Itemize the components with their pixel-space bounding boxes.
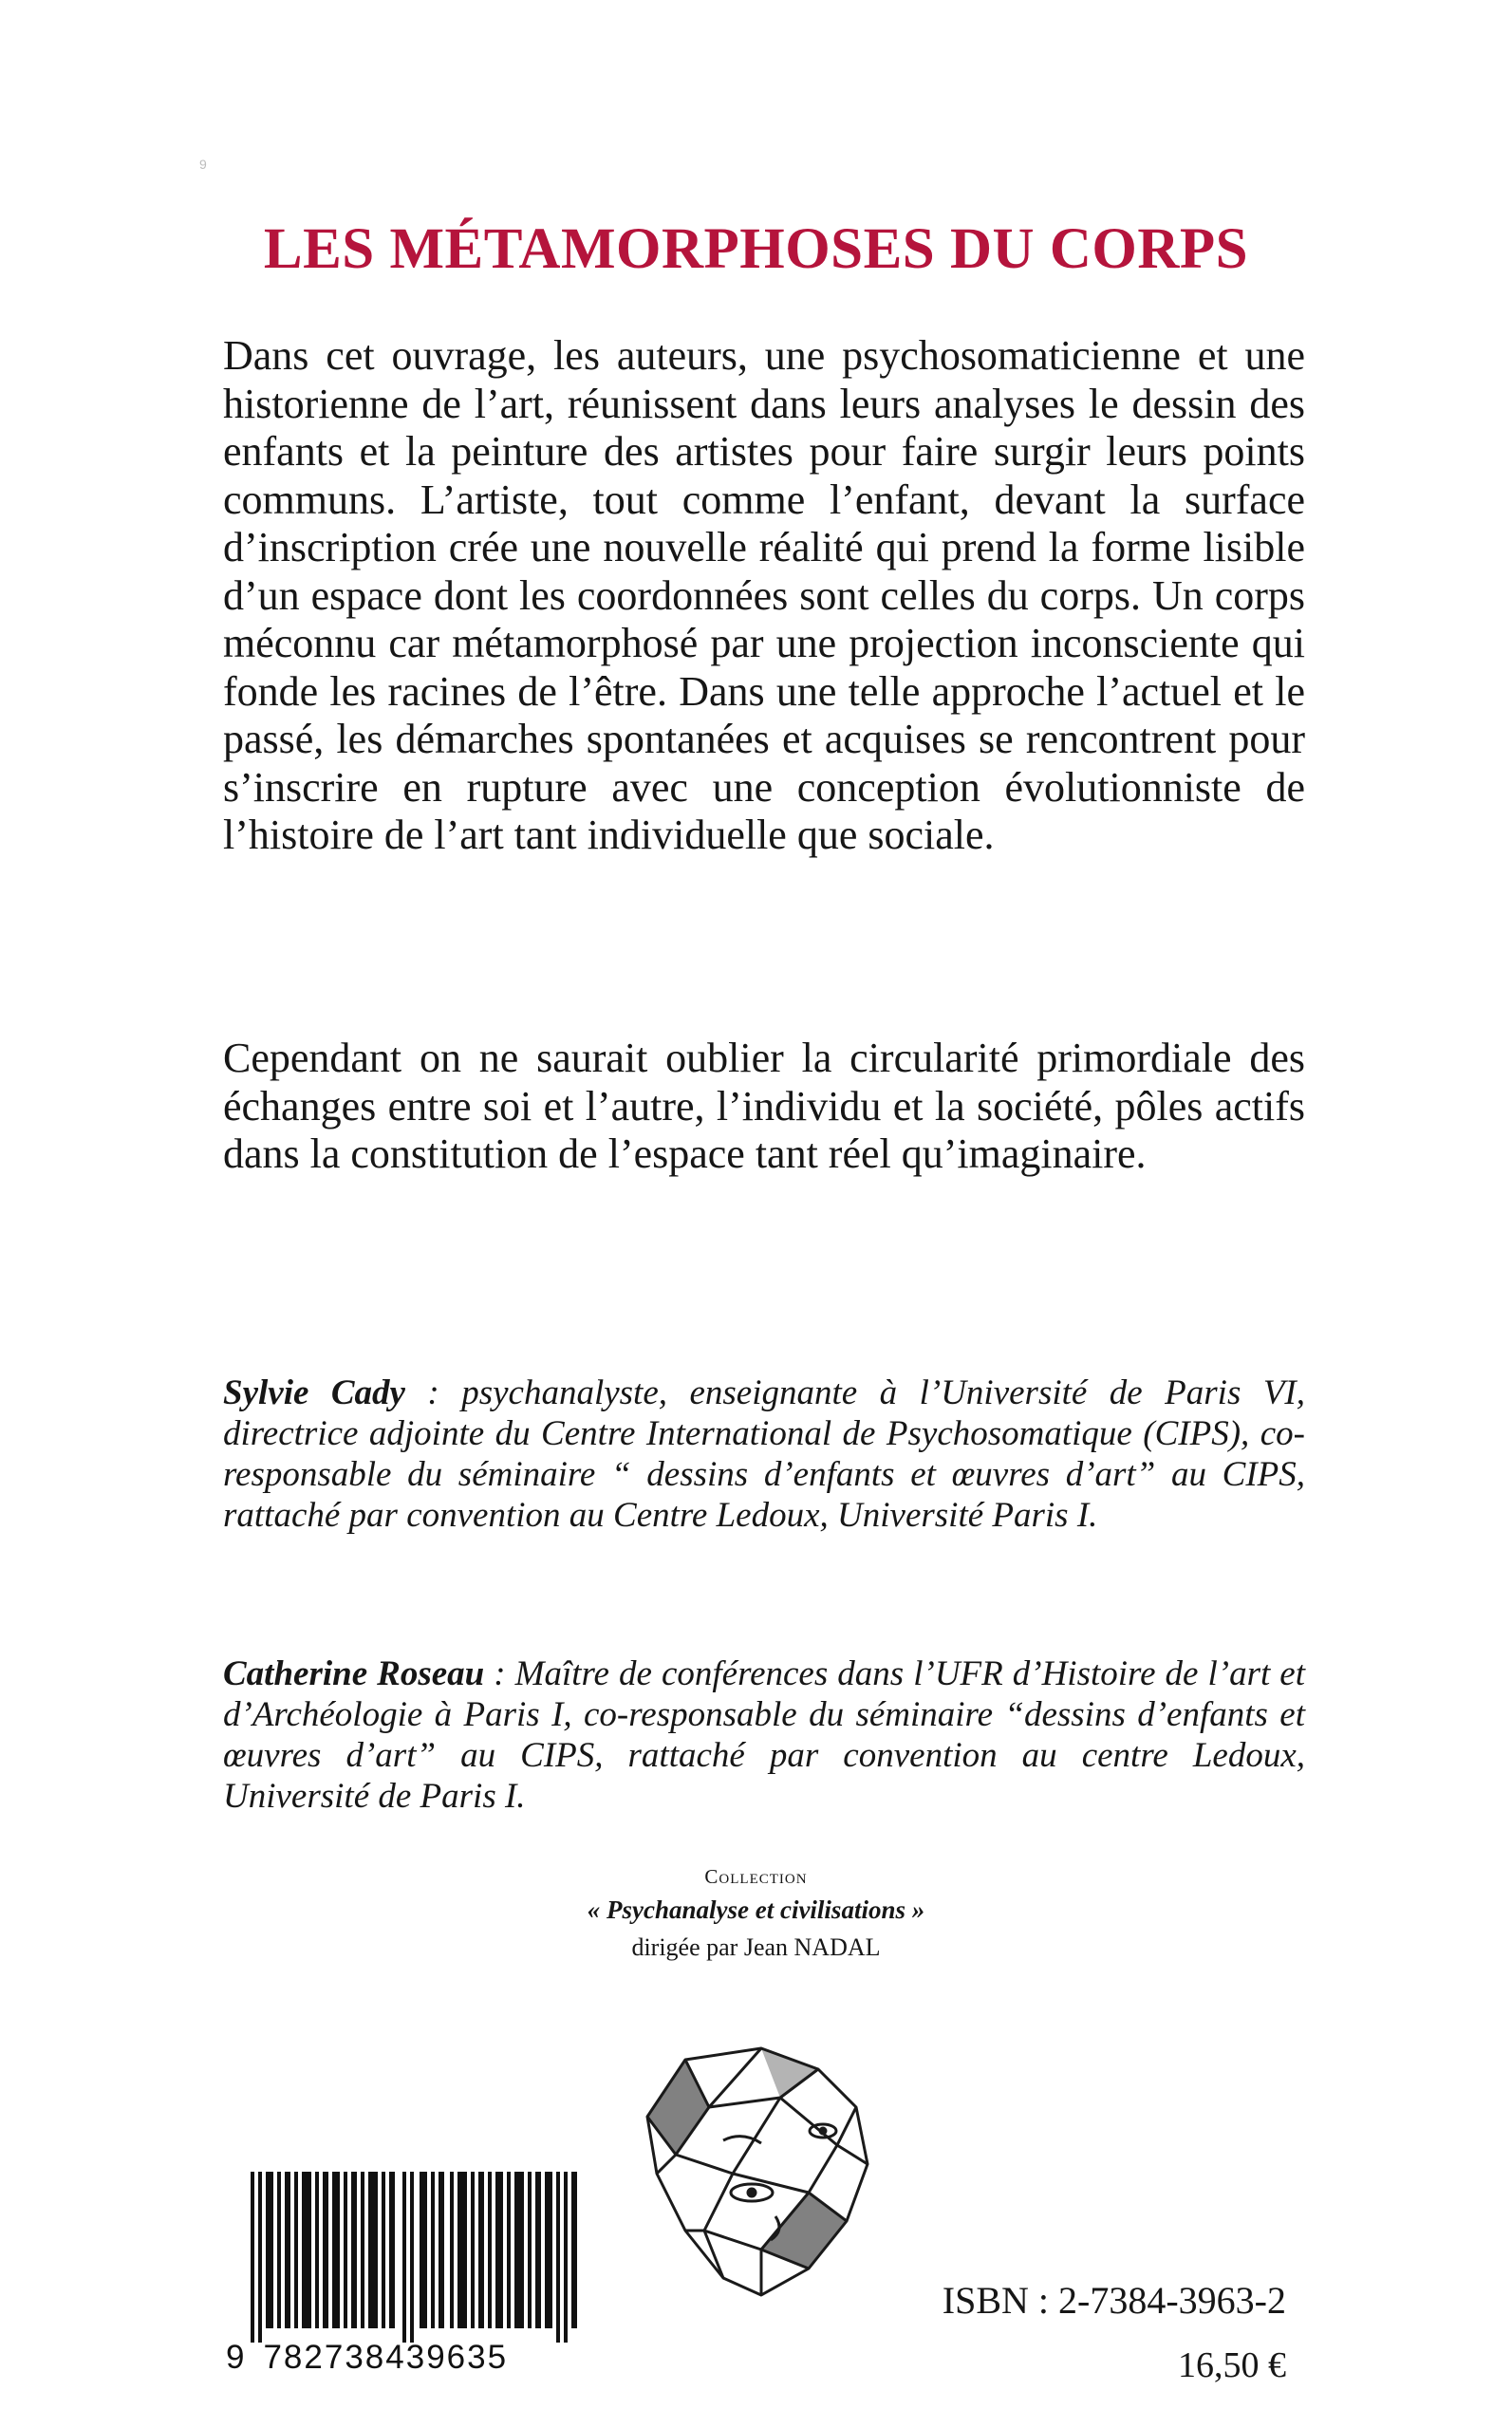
author-bio-1	[223, 1373, 1305, 1536]
barcode-digits	[226, 2339, 508, 2377]
collection-block	[0, 1862, 1512, 1967]
summary-paragraph-2: Cependant on ne saurait oublier la circularité primordiale des échanges entre soi et l’autre, l’individu et la société, pôles actifs dans la constitution de l’espace tant réel qu’imaginaire.	[223, 1035, 1305, 1177]
price: 16,50 €	[1178, 2345, 1286, 2385]
edge-mark: 9	[199, 157, 207, 172]
barcode-icon	[251, 2172, 578, 2343]
isbn: ISBN : 2-7384-3963-2	[942, 2279, 1286, 2322]
publisher-logo-icon	[619, 2041, 881, 2303]
collection-series: « Psychanalyse et civilisations »	[587, 1895, 925, 1924]
author-name: Sylvie Cady	[223, 1373, 405, 1412]
collection-director: dirigée par Jean NADAL	[631, 1933, 881, 1961]
barcode-number: 782738439635	[263, 2339, 509, 2376]
barcode-first-digit: 9	[226, 2339, 247, 2376]
author-description: : Maître de conférences dans l’UFR d’Histoire de l’art et d’Archéologie à Paris I, co-responsable du séminaire “dessins d’enfants et œuvres d’art” au CIPS, rattaché par convention au centre Ledoux, Université de Paris I.	[223, 1654, 1305, 1816]
author-description: : psychanalyste, enseignante à l’Université de Paris VI, directrice adjointe du Centre International de Psychosomatique (CIPS), co-responsable du séminaire “ dessins d’enfants et œuvres d’art” au CIPS, rattaché par convention au Centre Ledoux, Université Paris I.	[223, 1373, 1305, 1535]
author-name: Catherine Roseau	[223, 1654, 485, 1693]
summary-paragraph-1: Dans cet ouvrage, les auteurs, une psychosomaticienne et une historienne de l’art, réunissent dans leurs analyses le dessin des enfants et la peinture des artistes pour faire surgir leurs points communs. L’artiste, tout comme l’enfant, devant la surface d’inscription crée une nouvelle réalité qui prend la forme lisible d’un espace dont les coordonnées sont celles du corps. Un corps méconnu car métamorphosé par une projection inconsciente qui fonde les racines de l’être. Dans une telle approche l’actuel et le passé, les démarches spontanées et acquises se rencontrent pour s’inscrire en rupture avec une conception évolutionniste de l’histoire de l’art tant individuelle que sociale.	[223, 332, 1305, 858]
book-title: LES MÉTAMORPHOSES DU CORPS	[263, 217, 1249, 281]
collection-label: Collection	[704, 1865, 808, 1888]
author-bio-2	[223, 1653, 1305, 1817]
